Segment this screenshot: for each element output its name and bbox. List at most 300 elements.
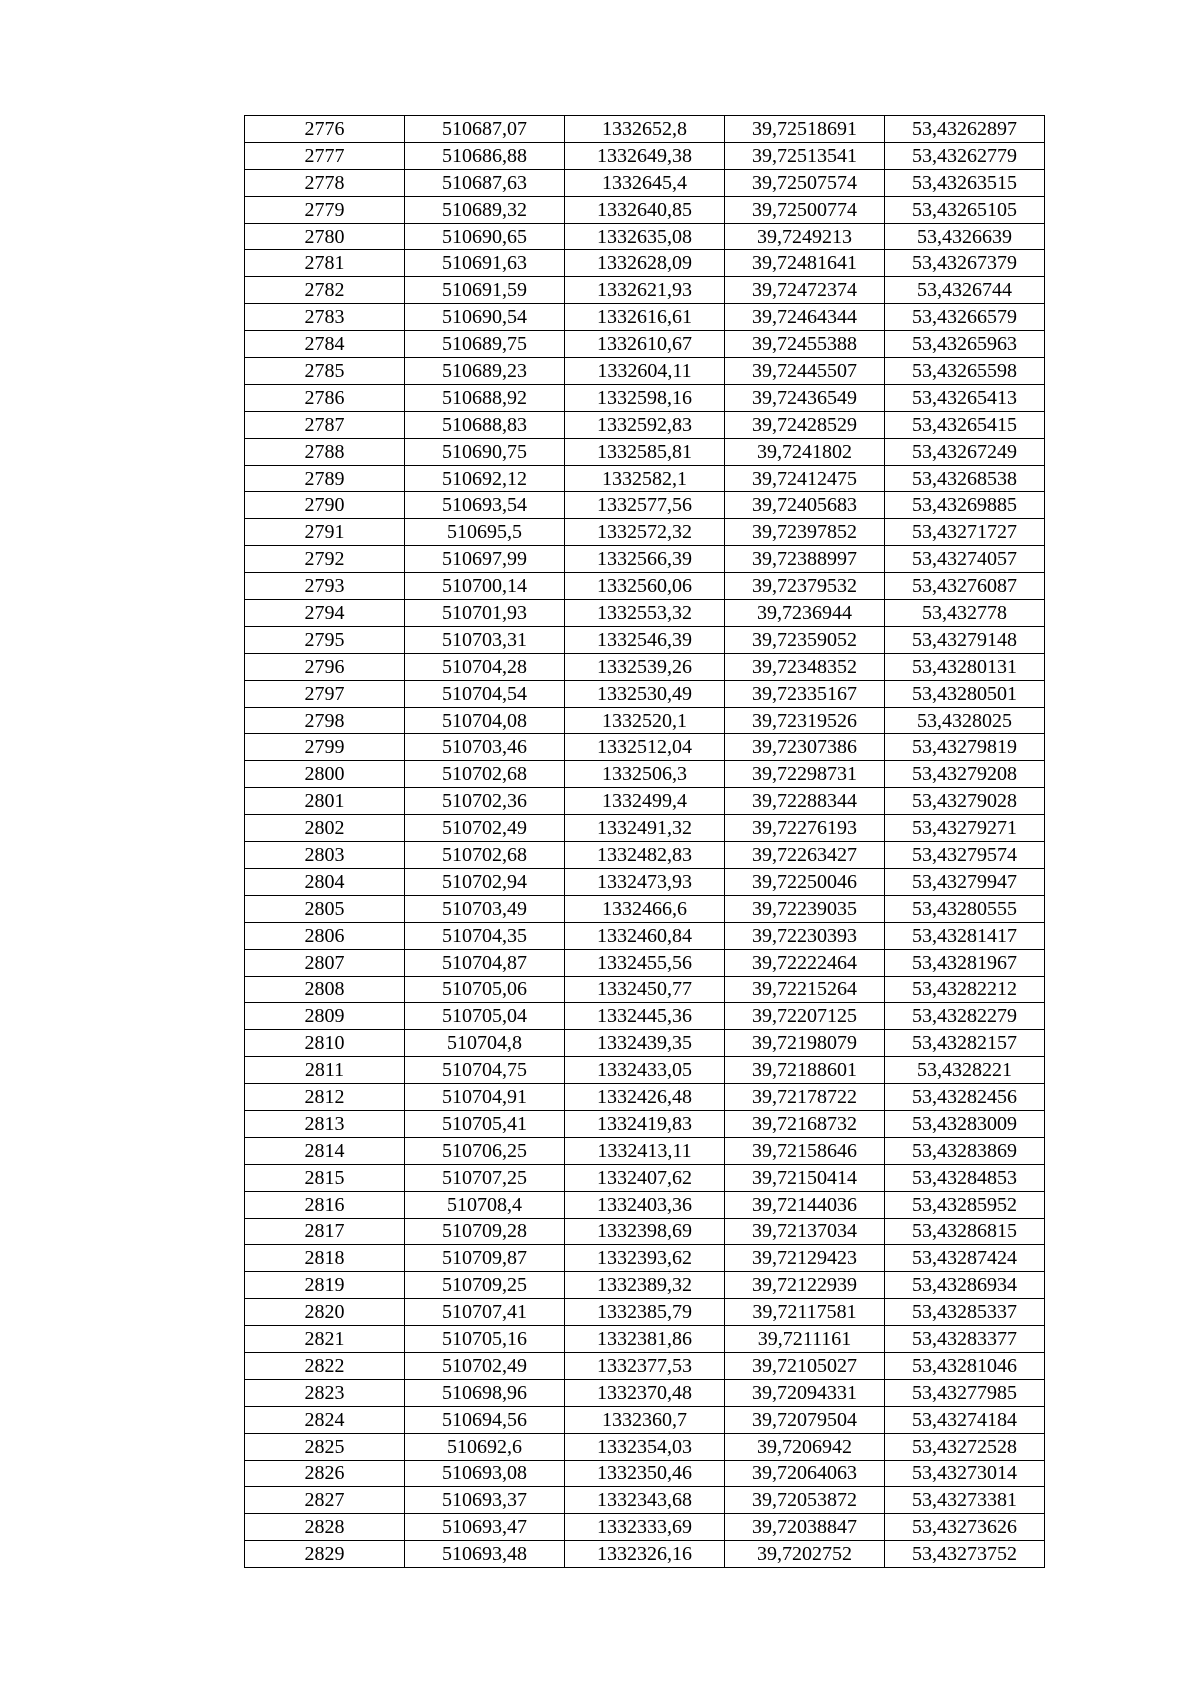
y-coordinate-cell: 1332360,7 — [565, 1406, 725, 1433]
point-number-cell: 2798 — [245, 707, 405, 734]
x-coordinate-cell: 510689,23 — [405, 358, 565, 385]
y-coordinate-cell: 1332635,08 — [565, 223, 725, 250]
latitude-cell: 53,43273014 — [885, 1460, 1045, 1487]
y-coordinate-cell: 1332350,46 — [565, 1460, 725, 1487]
latitude-cell: 53,43273381 — [885, 1487, 1045, 1514]
table-row — [245, 1541, 1045, 1568]
latitude-cell: 53,43282456 — [885, 1084, 1045, 1111]
latitude-cell: 53,43269885 — [885, 492, 1045, 519]
table-row — [245, 1460, 1045, 1487]
x-coordinate-cell: 510687,63 — [405, 169, 565, 196]
table-row — [245, 1110, 1045, 1137]
point-number-cell: 2791 — [245, 519, 405, 546]
table-row — [245, 1245, 1045, 1272]
x-coordinate-cell: 510702,36 — [405, 788, 565, 815]
x-coordinate-cell: 510687,07 — [405, 116, 565, 143]
point-number-cell: 2806 — [245, 922, 405, 949]
y-coordinate-cell: 1332398,69 — [565, 1218, 725, 1245]
x-coordinate-cell: 510693,54 — [405, 492, 565, 519]
latitude-cell: 53,43262897 — [885, 116, 1045, 143]
longitude-cell: 39,72094331 — [725, 1379, 885, 1406]
longitude-cell: 39,72455388 — [725, 331, 885, 358]
table-row — [245, 1352, 1045, 1379]
point-number-cell: 2815 — [245, 1164, 405, 1191]
point-number-cell: 2801 — [245, 788, 405, 815]
y-coordinate-cell: 1332520,1 — [565, 707, 725, 734]
latitude-cell: 53,4326639 — [885, 223, 1045, 250]
longitude-cell: 39,72168732 — [725, 1110, 885, 1137]
y-coordinate-cell: 1332499,4 — [565, 788, 725, 815]
x-coordinate-cell: 510709,28 — [405, 1218, 565, 1245]
x-coordinate-cell: 510688,92 — [405, 384, 565, 411]
table-row — [245, 626, 1045, 653]
table-row — [245, 680, 1045, 707]
point-number-cell: 2800 — [245, 761, 405, 788]
latitude-cell: 53,43276087 — [885, 573, 1045, 600]
latitude-cell: 53,43284853 — [885, 1164, 1045, 1191]
x-coordinate-cell: 510689,75 — [405, 331, 565, 358]
latitude-cell: 53,43285952 — [885, 1191, 1045, 1218]
latitude-cell: 53,43267379 — [885, 250, 1045, 277]
latitude-cell: 53,43272528 — [885, 1433, 1045, 1460]
point-number-cell: 2805 — [245, 895, 405, 922]
y-coordinate-cell: 1332546,39 — [565, 626, 725, 653]
point-number-cell: 2804 — [245, 868, 405, 895]
table-row — [245, 1433, 1045, 1460]
x-coordinate-cell: 510702,49 — [405, 815, 565, 842]
x-coordinate-cell: 510702,68 — [405, 761, 565, 788]
point-number-cell: 2803 — [245, 842, 405, 869]
latitude-cell: 53,43286934 — [885, 1272, 1045, 1299]
point-number-cell: 2813 — [245, 1110, 405, 1137]
y-coordinate-cell: 1332439,35 — [565, 1030, 725, 1057]
x-coordinate-cell: 510691,63 — [405, 250, 565, 277]
longitude-cell: 39,72215264 — [725, 976, 885, 1003]
point-number-cell: 2825 — [245, 1433, 405, 1460]
y-coordinate-cell: 1332539,26 — [565, 653, 725, 680]
longitude-cell: 39,72428529 — [725, 411, 885, 438]
y-coordinate-cell: 1332512,04 — [565, 734, 725, 761]
table-row — [245, 842, 1045, 869]
longitude-cell: 39,7236944 — [725, 600, 885, 627]
table-row — [245, 976, 1045, 1003]
table-row — [245, 411, 1045, 438]
latitude-cell: 53,43273626 — [885, 1514, 1045, 1541]
latitude-cell: 53,43279271 — [885, 815, 1045, 842]
x-coordinate-cell: 510709,25 — [405, 1272, 565, 1299]
latitude-cell: 53,43282279 — [885, 1003, 1045, 1030]
table-row — [245, 277, 1045, 304]
table-row — [245, 734, 1045, 761]
x-coordinate-cell: 510704,08 — [405, 707, 565, 734]
latitude-cell: 53,43267249 — [885, 438, 1045, 465]
longitude-cell: 39,7249213 — [725, 223, 885, 250]
x-coordinate-cell: 510701,93 — [405, 600, 565, 627]
latitude-cell: 53,43280131 — [885, 653, 1045, 680]
x-coordinate-cell: 510705,04 — [405, 1003, 565, 1030]
point-number-cell: 2820 — [245, 1299, 405, 1326]
longitude-cell: 39,72064063 — [725, 1460, 885, 1487]
x-coordinate-cell: 510705,41 — [405, 1110, 565, 1137]
table-row — [245, 1030, 1045, 1057]
point-number-cell: 2777 — [245, 142, 405, 169]
longitude-cell: 39,72288344 — [725, 788, 885, 815]
longitude-cell: 39,72507574 — [725, 169, 885, 196]
y-coordinate-cell: 1332506,3 — [565, 761, 725, 788]
y-coordinate-cell: 1332393,62 — [565, 1245, 725, 1272]
longitude-cell: 39,72178722 — [725, 1084, 885, 1111]
longitude-cell: 39,72276193 — [725, 815, 885, 842]
longitude-cell: 39,72298731 — [725, 761, 885, 788]
y-coordinate-cell: 1332610,67 — [565, 331, 725, 358]
longitude-cell: 39,72207125 — [725, 1003, 885, 1030]
latitude-cell: 53,43279947 — [885, 868, 1045, 895]
y-coordinate-cell: 1332628,09 — [565, 250, 725, 277]
latitude-cell: 53,43263515 — [885, 169, 1045, 196]
table-row — [245, 1218, 1045, 1245]
x-coordinate-cell: 510708,4 — [405, 1191, 565, 1218]
point-number-cell: 2808 — [245, 976, 405, 1003]
x-coordinate-cell: 510694,56 — [405, 1406, 565, 1433]
longitude-cell: 39,72445507 — [725, 358, 885, 385]
x-coordinate-cell: 510704,87 — [405, 949, 565, 976]
table-row — [245, 492, 1045, 519]
point-number-cell: 2811 — [245, 1057, 405, 1084]
point-number-cell: 2826 — [245, 1460, 405, 1487]
point-number-cell: 2790 — [245, 492, 405, 519]
x-coordinate-cell: 510707,25 — [405, 1164, 565, 1191]
x-coordinate-cell: 510704,8 — [405, 1030, 565, 1057]
latitude-cell: 53,43274184 — [885, 1406, 1045, 1433]
y-coordinate-cell: 1332354,03 — [565, 1433, 725, 1460]
y-coordinate-cell: 1332482,83 — [565, 842, 725, 869]
longitude-cell: 39,72129423 — [725, 1245, 885, 1272]
point-number-cell: 2814 — [245, 1137, 405, 1164]
point-number-cell: 2828 — [245, 1514, 405, 1541]
longitude-cell: 39,72319526 — [725, 707, 885, 734]
table-row — [245, 1272, 1045, 1299]
table-row — [245, 761, 1045, 788]
y-coordinate-cell: 1332455,56 — [565, 949, 725, 976]
table-row — [245, 1164, 1045, 1191]
y-coordinate-cell: 1332582,1 — [565, 465, 725, 492]
longitude-cell: 39,72144036 — [725, 1191, 885, 1218]
longitude-cell: 39,72137034 — [725, 1218, 885, 1245]
latitude-cell: 53,43262779 — [885, 142, 1045, 169]
x-coordinate-cell: 510689,32 — [405, 196, 565, 223]
table-row — [245, 815, 1045, 842]
longitude-cell: 39,72307386 — [725, 734, 885, 761]
table-row — [245, 169, 1045, 196]
point-number-cell: 2785 — [245, 358, 405, 385]
longitude-cell: 39,72481641 — [725, 250, 885, 277]
table-row — [245, 1326, 1045, 1353]
point-number-cell: 2783 — [245, 304, 405, 331]
table-row — [245, 707, 1045, 734]
latitude-cell: 53,43279208 — [885, 761, 1045, 788]
latitude-cell: 53,432778 — [885, 600, 1045, 627]
table-row — [245, 1191, 1045, 1218]
longitude-cell: 39,72513541 — [725, 142, 885, 169]
longitude-cell: 39,72122939 — [725, 1272, 885, 1299]
x-coordinate-cell: 510698,96 — [405, 1379, 565, 1406]
point-number-cell: 2781 — [245, 250, 405, 277]
x-coordinate-cell: 510700,14 — [405, 573, 565, 600]
y-coordinate-cell: 1332466,6 — [565, 895, 725, 922]
y-coordinate-cell: 1332621,93 — [565, 277, 725, 304]
table-row — [245, 1057, 1045, 1084]
y-coordinate-cell: 1332445,36 — [565, 1003, 725, 1030]
y-coordinate-cell: 1332407,62 — [565, 1164, 725, 1191]
y-coordinate-cell: 1332598,16 — [565, 384, 725, 411]
point-number-cell: 2787 — [245, 411, 405, 438]
y-coordinate-cell: 1332377,53 — [565, 1352, 725, 1379]
point-number-cell: 2792 — [245, 546, 405, 573]
latitude-cell: 53,43279819 — [885, 734, 1045, 761]
x-coordinate-cell: 510693,48 — [405, 1541, 565, 1568]
y-coordinate-cell: 1332560,06 — [565, 573, 725, 600]
latitude-cell: 53,43279148 — [885, 626, 1045, 653]
longitude-cell: 39,72158646 — [725, 1137, 885, 1164]
longitude-cell: 39,72230393 — [725, 922, 885, 949]
longitude-cell: 39,72472374 — [725, 277, 885, 304]
point-number-cell: 2794 — [245, 600, 405, 627]
x-coordinate-cell: 510707,41 — [405, 1299, 565, 1326]
longitude-cell: 39,72388997 — [725, 546, 885, 573]
latitude-cell: 53,43265105 — [885, 196, 1045, 223]
point-number-cell: 2776 — [245, 116, 405, 143]
longitude-cell: 39,72188601 — [725, 1057, 885, 1084]
point-number-cell: 2816 — [245, 1191, 405, 1218]
latitude-cell: 53,43273752 — [885, 1541, 1045, 1568]
point-number-cell: 2789 — [245, 465, 405, 492]
y-coordinate-cell: 1332419,83 — [565, 1110, 725, 1137]
x-coordinate-cell: 510704,35 — [405, 922, 565, 949]
y-coordinate-cell: 1332491,32 — [565, 815, 725, 842]
table-row — [245, 358, 1045, 385]
y-coordinate-cell: 1332385,79 — [565, 1299, 725, 1326]
latitude-cell: 53,4328025 — [885, 707, 1045, 734]
longitude-cell: 39,72105027 — [725, 1352, 885, 1379]
longitude-cell: 39,72348352 — [725, 653, 885, 680]
y-coordinate-cell: 1332433,05 — [565, 1057, 725, 1084]
table-row — [245, 1299, 1045, 1326]
point-number-cell: 2829 — [245, 1541, 405, 1568]
longitude-cell: 39,72518691 — [725, 116, 885, 143]
latitude-cell: 53,43268538 — [885, 465, 1045, 492]
y-coordinate-cell: 1332333,69 — [565, 1514, 725, 1541]
longitude-cell: 39,72053872 — [725, 1487, 885, 1514]
x-coordinate-cell: 510693,08 — [405, 1460, 565, 1487]
point-number-cell: 2799 — [245, 734, 405, 761]
x-coordinate-cell: 510691,59 — [405, 277, 565, 304]
table-row — [245, 438, 1045, 465]
y-coordinate-cell: 1332645,4 — [565, 169, 725, 196]
point-number-cell: 2818 — [245, 1245, 405, 1272]
x-coordinate-cell: 510704,91 — [405, 1084, 565, 1111]
point-number-cell: 2802 — [245, 815, 405, 842]
longitude-cell: 39,72117581 — [725, 1299, 885, 1326]
y-coordinate-cell: 1332553,32 — [565, 600, 725, 627]
latitude-cell: 53,43279028 — [885, 788, 1045, 815]
point-number-cell: 2788 — [245, 438, 405, 465]
y-coordinate-cell: 1332592,83 — [565, 411, 725, 438]
table-row — [245, 304, 1045, 331]
x-coordinate-cell: 510704,75 — [405, 1057, 565, 1084]
latitude-cell: 53,43282157 — [885, 1030, 1045, 1057]
longitude-cell: 39,7202752 — [725, 1541, 885, 1568]
longitude-cell: 39,72263427 — [725, 842, 885, 869]
point-number-cell: 2779 — [245, 196, 405, 223]
longitude-cell: 39,72222464 — [725, 949, 885, 976]
point-number-cell: 2812 — [245, 1084, 405, 1111]
x-coordinate-cell: 510706,25 — [405, 1137, 565, 1164]
y-coordinate-cell: 1332577,56 — [565, 492, 725, 519]
latitude-cell: 53,43281046 — [885, 1352, 1045, 1379]
x-coordinate-cell: 510693,47 — [405, 1514, 565, 1541]
latitude-cell: 53,43283009 — [885, 1110, 1045, 1137]
table-row — [245, 922, 1045, 949]
latitude-cell: 53,43274057 — [885, 546, 1045, 573]
table-row — [245, 546, 1045, 573]
y-coordinate-cell: 1332403,36 — [565, 1191, 725, 1218]
y-coordinate-cell: 1332389,32 — [565, 1272, 725, 1299]
table-row — [245, 788, 1045, 815]
latitude-cell: 53,43282212 — [885, 976, 1045, 1003]
y-coordinate-cell: 1332473,93 — [565, 868, 725, 895]
table-row — [245, 1379, 1045, 1406]
y-coordinate-cell: 1332566,39 — [565, 546, 725, 573]
y-coordinate-cell: 1332649,38 — [565, 142, 725, 169]
y-coordinate-cell: 1332572,32 — [565, 519, 725, 546]
latitude-cell: 53,43266579 — [885, 304, 1045, 331]
table-row — [245, 250, 1045, 277]
x-coordinate-cell: 510703,46 — [405, 734, 565, 761]
longitude-cell: 39,72359052 — [725, 626, 885, 653]
point-number-cell: 2793 — [245, 573, 405, 600]
x-coordinate-cell: 510690,65 — [405, 223, 565, 250]
table-row — [245, 519, 1045, 546]
point-number-cell: 2780 — [245, 223, 405, 250]
y-coordinate-cell: 1332450,77 — [565, 976, 725, 1003]
table-row — [245, 1487, 1045, 1514]
table-row — [245, 653, 1045, 680]
table-row — [245, 895, 1045, 922]
latitude-cell: 53,43283869 — [885, 1137, 1045, 1164]
latitude-cell: 53,43265413 — [885, 384, 1045, 411]
latitude-cell: 53,43271727 — [885, 519, 1045, 546]
table-row — [245, 573, 1045, 600]
y-coordinate-cell: 1332381,86 — [565, 1326, 725, 1353]
point-number-cell: 2821 — [245, 1326, 405, 1353]
y-coordinate-cell: 1332604,11 — [565, 358, 725, 385]
table-row — [245, 1514, 1045, 1541]
table-row — [245, 116, 1045, 143]
x-coordinate-cell: 510697,99 — [405, 546, 565, 573]
x-coordinate-cell: 510693,37 — [405, 1487, 565, 1514]
table-row — [245, 868, 1045, 895]
latitude-cell: 53,43280555 — [885, 895, 1045, 922]
latitude-cell: 53,4328221 — [885, 1057, 1045, 1084]
y-coordinate-cell: 1332460,84 — [565, 922, 725, 949]
table-row — [245, 1084, 1045, 1111]
latitude-cell: 53,43283377 — [885, 1326, 1045, 1353]
x-coordinate-cell: 510702,94 — [405, 868, 565, 895]
y-coordinate-cell: 1332530,49 — [565, 680, 725, 707]
x-coordinate-cell: 510703,49 — [405, 895, 565, 922]
point-number-cell: 2784 — [245, 331, 405, 358]
table-row — [245, 1003, 1045, 1030]
table-row — [245, 949, 1045, 976]
point-number-cell: 2786 — [245, 384, 405, 411]
latitude-cell: 53,43285337 — [885, 1299, 1045, 1326]
x-coordinate-cell: 510704,28 — [405, 653, 565, 680]
x-coordinate-cell: 510688,83 — [405, 411, 565, 438]
x-coordinate-cell: 510704,54 — [405, 680, 565, 707]
x-coordinate-cell: 510705,06 — [405, 976, 565, 1003]
point-number-cell: 2778 — [245, 169, 405, 196]
longitude-cell: 39,72397852 — [725, 519, 885, 546]
table-row — [245, 1406, 1045, 1433]
latitude-cell: 53,43281967 — [885, 949, 1045, 976]
point-number-cell: 2810 — [245, 1030, 405, 1057]
longitude-cell: 39,72436549 — [725, 384, 885, 411]
x-coordinate-cell: 510702,49 — [405, 1352, 565, 1379]
latitude-cell: 53,43281417 — [885, 922, 1045, 949]
longitude-cell: 39,72250046 — [725, 868, 885, 895]
point-number-cell: 2817 — [245, 1218, 405, 1245]
latitude-cell: 53,43279574 — [885, 842, 1045, 869]
point-number-cell: 2809 — [245, 1003, 405, 1030]
longitude-cell: 39,72150414 — [725, 1164, 885, 1191]
longitude-cell: 39,72464344 — [725, 304, 885, 331]
x-coordinate-cell: 510690,54 — [405, 304, 565, 331]
y-coordinate-cell: 1332343,68 — [565, 1487, 725, 1514]
x-coordinate-cell: 510690,75 — [405, 438, 565, 465]
longitude-cell: 39,72079504 — [725, 1406, 885, 1433]
x-coordinate-cell: 510702,68 — [405, 842, 565, 869]
table-row — [245, 142, 1045, 169]
latitude-cell: 53,43265963 — [885, 331, 1045, 358]
point-number-cell: 2807 — [245, 949, 405, 976]
x-coordinate-cell: 510692,6 — [405, 1433, 565, 1460]
x-coordinate-cell: 510703,31 — [405, 626, 565, 653]
table-row — [245, 1137, 1045, 1164]
x-coordinate-cell: 510686,88 — [405, 142, 565, 169]
y-coordinate-cell: 1332585,81 — [565, 438, 725, 465]
latitude-cell: 53,43287424 — [885, 1245, 1045, 1272]
longitude-cell: 39,7241802 — [725, 438, 885, 465]
point-number-cell: 2819 — [245, 1272, 405, 1299]
x-coordinate-cell: 510705,16 — [405, 1326, 565, 1353]
x-coordinate-cell: 510709,87 — [405, 1245, 565, 1272]
point-number-cell: 2795 — [245, 626, 405, 653]
longitude-cell: 39,7211161 — [725, 1326, 885, 1353]
point-number-cell: 2823 — [245, 1379, 405, 1406]
longitude-cell: 39,72335167 — [725, 680, 885, 707]
x-coordinate-cell: 510692,12 — [405, 465, 565, 492]
latitude-cell: 53,43286815 — [885, 1218, 1045, 1245]
y-coordinate-cell: 1332426,48 — [565, 1084, 725, 1111]
longitude-cell: 39,72405683 — [725, 492, 885, 519]
y-coordinate-cell: 1332652,8 — [565, 116, 725, 143]
table-row — [245, 196, 1045, 223]
coordinates-table — [244, 115, 1045, 1568]
longitude-cell: 39,72198079 — [725, 1030, 885, 1057]
y-coordinate-cell: 1332413,11 — [565, 1137, 725, 1164]
point-number-cell: 2827 — [245, 1487, 405, 1514]
table-row — [245, 384, 1045, 411]
